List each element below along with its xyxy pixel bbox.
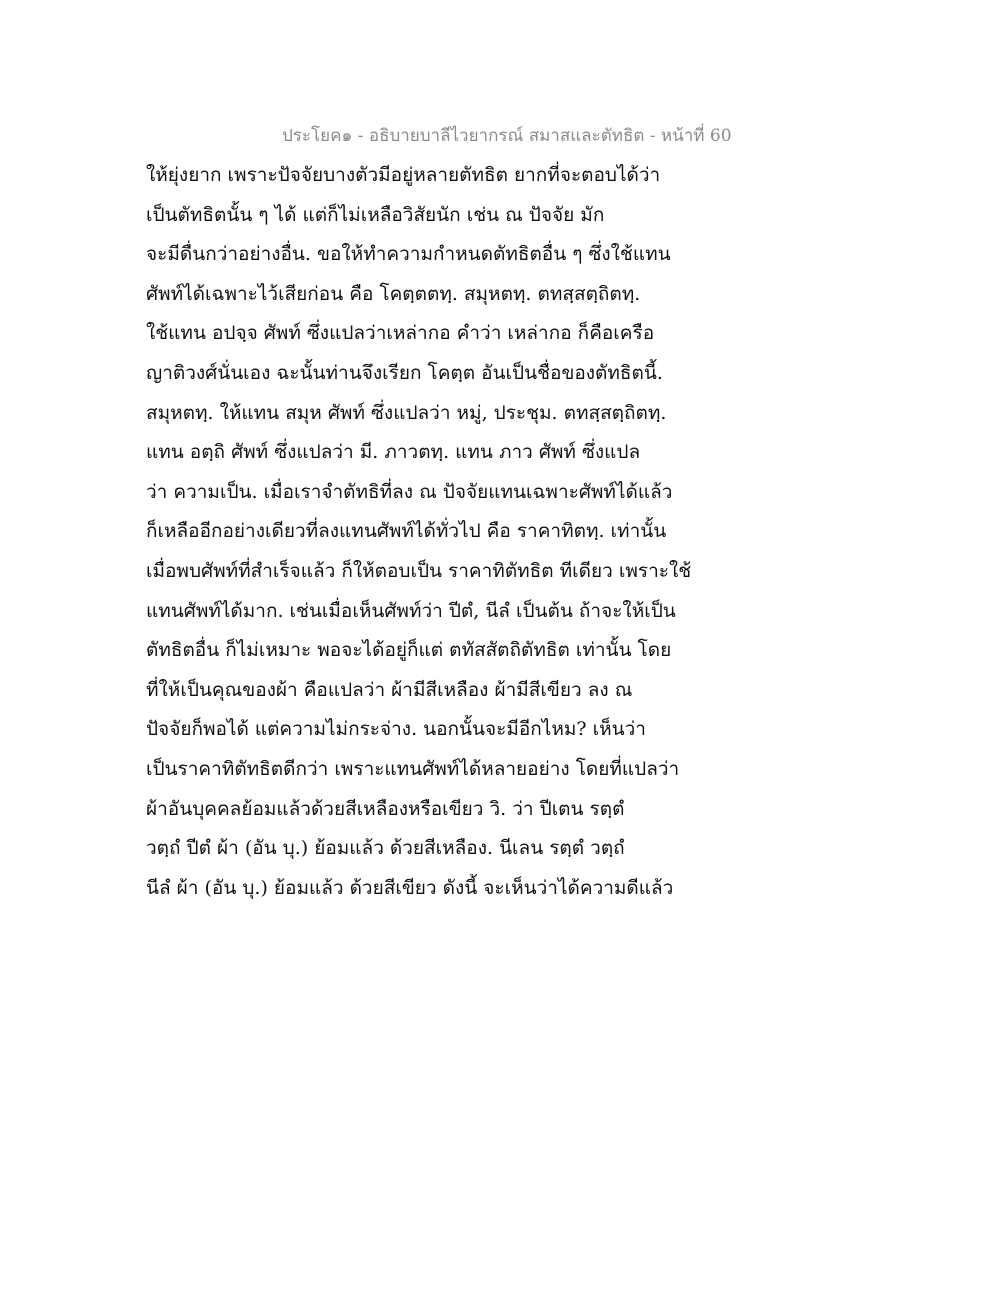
text-line-5: ใช้แทน อปจฺจ ศัพท์ ซึ่งแปลว่าเหล่ากอ คำว่า เหล่ากอ ก็คือเครือ bbox=[146, 322, 655, 345]
text-line-19: นีลํ ผ้า (อัน บุ.) ย้อมแล้ว ด้วยสีเขียว ดังนี้ จะเห็นว่าได้ความดีแล้ว bbox=[146, 876, 674, 899]
text-line-14: ที่ให้เป็นคุณของผ้า คือแปลว่า ผ้ามีสีเหลือง ผ้ามีสีเขียว ลง ณ bbox=[146, 678, 633, 701]
text-line-1: ให้ยุ่งยาก เพราะปัจจัยบางตัวมีอยู่หลายตัทธิต ยากที่จะตอบได้ว่า bbox=[146, 164, 661, 186]
text-line-4: ศัพท์ได้เฉพาะไว้เสียก่อน คือ โคตฺตตทฺ. สมุหตทฺ. ตทสฺสตฺถิตทฺ. bbox=[146, 282, 641, 305]
text-line-6: ญาติวงศ์นั่นเอง ฉะนั้นท่านจึงเรียก โคตฺต อันเป็นชื่อของตัทธิตนี้. bbox=[146, 361, 663, 384]
text-line-10: ก็เหลืออีกอย่างเดียวที่ลงแทนศัพท์ได้ทั่วไป คือ ราคาทิตทฺ. เท่านั้น bbox=[146, 520, 667, 543]
text-line-3: จะมีดื่นกว่าอย่างอื่น. ขอให้ทำความกำหนดตัทธิตอื่น ๆ ซึ่งใช้แทน bbox=[146, 243, 671, 266]
text-line-12: แทนศัพท์ได้มาก. เช่นเมื่อเห็นศัพท์ว่า ปีตํ, นีลํ เป็นต้น ถ้าจะให้เป็น bbox=[146, 599, 676, 622]
text-line-17: ผ้าอันบุคคลย้อมแล้วด้วยสีเหลืองหรือเขียว วิ. ว่า ปีเตน รตฺตํ bbox=[146, 797, 625, 820]
text-line-13: ตัทธิตอื่น ก็ไม่เหมาะ พอจะได้อยู่ก็แต่ ตทัสสัตถิตัทธิต เท่านั้น โดย bbox=[146, 639, 672, 662]
text-line-11: เมื่อพบศัพท์ที่สำเร็จแล้ว ก็ให้ตอบเป็น ราคาทิตัทธิต ทีเดียว เพราะใช้ bbox=[146, 559, 692, 582]
text-line-8: แทน อตฺถิ ศัพท์ ซึ่งแปลว่า มี. ภาวตทฺ. แทน ภาว ศัพท์ ซึ่งแปล bbox=[146, 441, 641, 464]
text-line-15: ปัจจัยก็พอได้ แต่ความไม่กระจ่าง. นอกนั้นจะมีอีกไหม? เห็นว่า bbox=[146, 718, 646, 741]
text-line-16: เป็นราคาทิตัทธิตดีกว่า เพราะแทนศัพท์ได้หลายอย่าง โดยที่แปลว่า bbox=[146, 757, 680, 780]
text-line-2: เป็นตัทธิตนั้น ๆ ได้ แต่ก็ไม่เหลือวิสัยนัก เช่น ณ ปัจจัย มัก bbox=[146, 203, 605, 226]
text-line-18: วตฺถํ ปีตํ ผ้า (อัน บุ.) ย้อมแล้ว ด้วยสีเหลือง. นีเลน รตฺตํ วตฺถํ bbox=[146, 837, 625, 860]
running-header: ประโยค๑ - อธิบายบาลีไวยากรณ์ สมาสและตัทธิต - หน้าที่ 60 bbox=[282, 126, 732, 146]
text-line-9: ว่า ความเป็น. เมื่อเราจำตัทธิที่ลง ณ ปัจจัยแทนเฉพาะศัพท์ได้แล้ว bbox=[146, 480, 673, 503]
text-line-7: สมุหตทฺ. ให้แทน สมุห ศัพท์ ซึ่งแปลว่า หมู่, ประชุม. ตทสฺสตฺถิตทฺ. bbox=[146, 401, 667, 424]
body-text bbox=[146, 156, 706, 908]
